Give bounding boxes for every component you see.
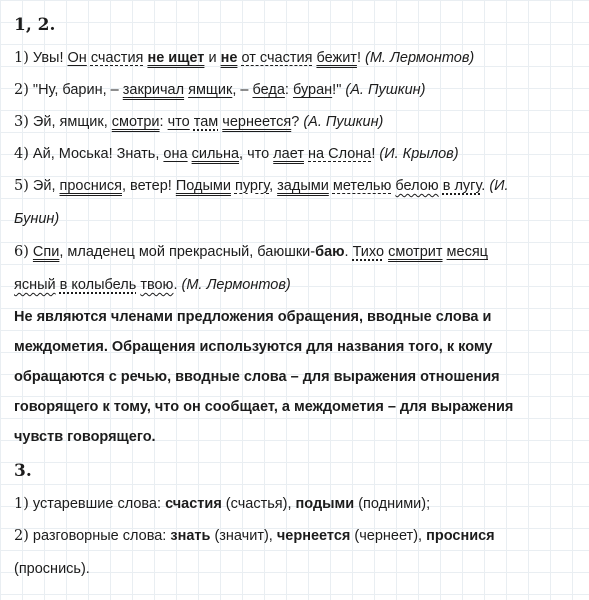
attribute: ясный xyxy=(14,277,56,293)
explanation-line: чувств говорящего. xyxy=(14,429,156,445)
sentence-3: 3) Эй, ямщик, смотри: что там чернеется? (А. Пушкин) xyxy=(14,114,384,130)
subject: Он xyxy=(67,50,87,66)
sentence-1: 1) Увы! Он счастия не ищет и не от счастия бежит! (М. Лермонтов) xyxy=(14,50,475,66)
predicate: чернеется xyxy=(222,114,292,130)
attribute: белою xyxy=(395,178,439,194)
subject: ямщик xyxy=(188,82,233,98)
object: метелью xyxy=(332,178,392,194)
answer-number: 2) xyxy=(14,528,29,544)
subject: она xyxy=(163,146,188,162)
predicate: смотрит xyxy=(388,244,443,260)
subject: буран xyxy=(292,82,333,98)
sentence-number: 1) xyxy=(14,50,29,66)
subject: беда xyxy=(252,82,285,98)
predicate: лает xyxy=(273,146,304,162)
sentence-6: 6) Спи, младенец мой прекрасный, баюшки-баю. Тихо смотрит месяц ясный в колыбель твою. (М. Лермонтов) xyxy=(14,244,488,293)
source-author: (М. Лермонтов) xyxy=(365,50,475,66)
sentence-4: 4) Ай, Моська! Знать, она сильна, что лает на Слона! (И. Крылов) xyxy=(14,146,459,162)
object: от счастия xyxy=(241,50,313,66)
archaic-word: счастия xyxy=(165,496,222,512)
explanation-line: говорящего к тому, что он сообщает, а междометия – для выражения xyxy=(14,399,514,415)
object: на Слона xyxy=(308,146,372,162)
predicate: смотри xyxy=(111,114,160,130)
explanation-paragraph xyxy=(14,302,574,452)
subject: что xyxy=(167,114,190,130)
sentence-number: 3) xyxy=(14,114,29,130)
archaic-word: подыми xyxy=(295,496,355,512)
sentence-number: 4) xyxy=(14,146,29,162)
sentence-number: 6) xyxy=(14,244,29,260)
predicate: не ищет xyxy=(147,50,205,66)
object: пургу xyxy=(234,178,270,194)
predicate: проснися xyxy=(59,178,122,194)
explanation-line: обращаются с речью, вводные слова – для выражения отношения xyxy=(14,369,500,385)
predicate: бежит xyxy=(316,50,357,66)
source-author: (И. Крылов) xyxy=(379,146,459,162)
predicate: закричал xyxy=(122,82,185,98)
source-author: (А. Пушкин) xyxy=(345,82,426,98)
source-author: (М. Лермонтов) xyxy=(181,277,291,293)
predicate: Спи xyxy=(32,244,60,260)
predicate: задыми xyxy=(277,178,329,194)
task-header-1-2: 1, 2. xyxy=(14,15,56,35)
attribute: твою xyxy=(140,277,174,293)
source-author: (А. Пушкин) xyxy=(303,114,384,130)
adverbial: Тихо xyxy=(352,244,385,260)
subject: месяц xyxy=(446,244,488,260)
sentence-number: 5) xyxy=(14,178,29,194)
explanation-line: Не являются членами предложения обращения, вводные слова и xyxy=(14,309,492,325)
colloquial-word: проснися xyxy=(426,528,495,544)
sentence-2: 2) "Ну, барин, – закричал ямщик, – беда: буран!" (А. Пушкин) xyxy=(14,82,426,98)
predicate: сильна xyxy=(191,146,240,162)
predicate: не xyxy=(220,50,238,66)
colloquial-word: чернеется xyxy=(276,528,351,544)
adverbial: в колыбель xyxy=(59,277,137,293)
predicate: Подыми xyxy=(175,178,231,194)
adverbial: там xyxy=(193,114,219,130)
answer-1: 1) устаревшие слова: счастия (счастья), подыми (подними); xyxy=(14,496,431,512)
interjection: баю xyxy=(315,244,345,260)
answer-number: 1) xyxy=(14,496,29,512)
answer-2: 2) разговорные слова: знать (значит), чернеется (чернеет), проснися (проснись). xyxy=(14,528,495,577)
sentence-5: 5) Эй, проснися, ветер! Подыми пургу, задыми метелью белою в лугу. (И. Бунин) xyxy=(14,178,509,227)
source-author: (И. xyxy=(489,178,509,194)
adverbial: в лугу xyxy=(442,178,482,194)
object: счастия xyxy=(90,50,144,66)
explanation-line: междометия. Обращения используются для названия того, к кому xyxy=(14,339,493,355)
solution-page xyxy=(14,10,574,586)
task-header-3: 3. xyxy=(14,461,32,481)
source-author: Бунин) xyxy=(14,211,60,227)
sentence-number: 2) xyxy=(14,82,29,98)
colloquial-word: знать xyxy=(170,528,211,544)
